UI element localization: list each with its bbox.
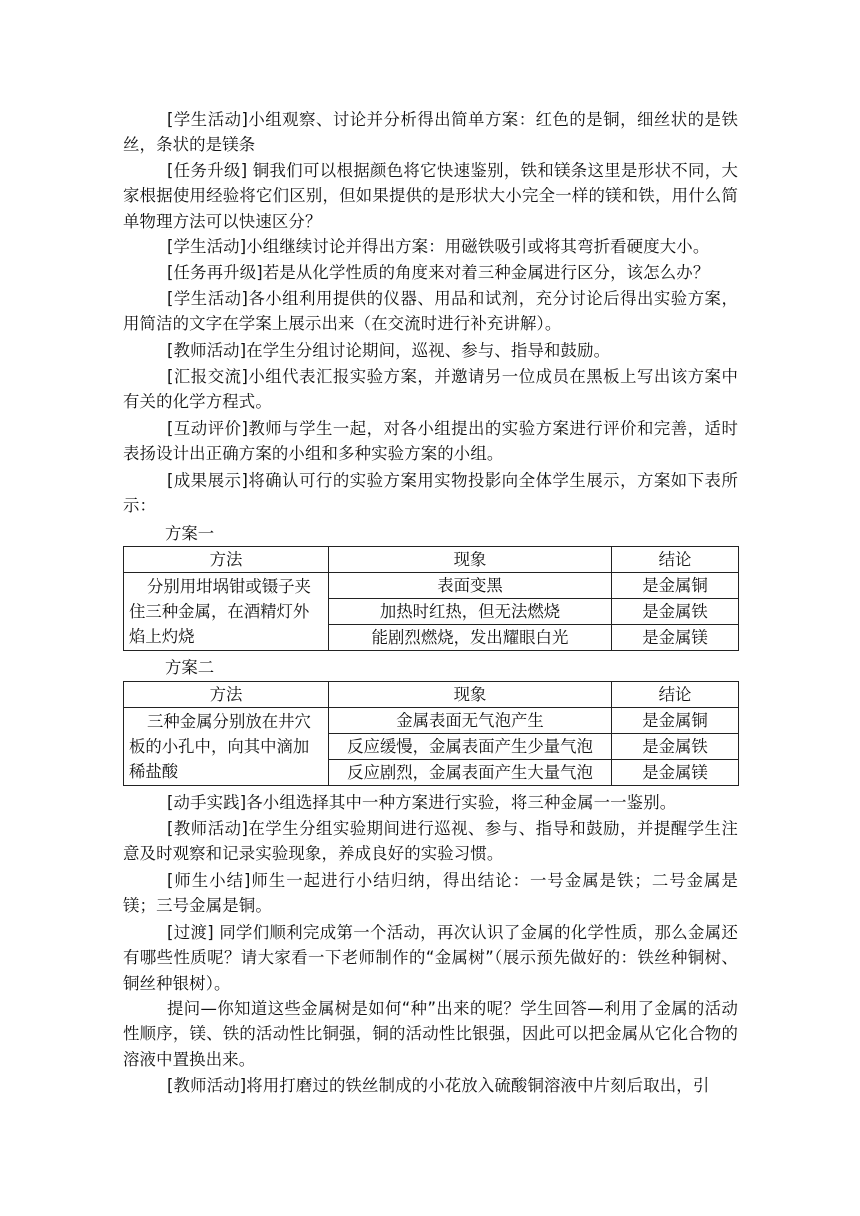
paragraph-student-activity-1: [学生活动]小组观察、讨论并分析得出简单方案：红色的是铜，细丝状的是铁丝，条状的是镁条 <box>123 110 738 155</box>
paragraph-report-exchange: [汇报交流]小组代表汇报实验方案，并邀请另一位成员在黑板上写出该方案中有关的化学方程式。 <box>123 367 738 412</box>
method-cell: 三种金属分别放在井穴板的小孔中，向其中滴加稀盐酸 <box>124 708 329 786</box>
paragraph-student-activity-3: [学生活动]各小组利用提供的仪器、用品和试剂，充分讨论后得出实验方案，用简洁的文字在学案上展示出来（在交流时进行补充讲解）。 <box>123 289 738 334</box>
phenomenon-cell: 反应缓慢，金属表面产生少量气泡 <box>329 734 612 760</box>
header-phenomenon: 现象 <box>329 682 612 708</box>
paragraph-teacher-activity-3: [教师活动]将用打磨过的铁丝制成的小花放入硫酸铜溶液中片刻后取出，引 <box>167 1076 710 1095</box>
table-row <box>124 708 739 734</box>
paragraph-task-reupgrade: [任务再升级]若是从化学性质的角度来对着三种金属进行区分，该怎么办？ <box>167 263 710 282</box>
phenomenon-cell: 加热时红热，但无法燃烧 <box>329 599 612 625</box>
table-header-row <box>124 682 739 708</box>
conclusion-cell: 是金属铜 <box>612 708 739 734</box>
scheme1-label: 方案一 <box>165 524 215 543</box>
header-phenomenon: 现象 <box>329 547 612 573</box>
paragraph-transition: [过渡] 同学们顺利完成第一个活动，再次认识了金属的化学性质，那么金属还有哪些性质呢？请大家看一下老师制作的“金属树”（展示预先做好的：铁丝种铜树、铜丝种银树）。 <box>123 923 738 993</box>
header-method: 方法 <box>124 547 329 573</box>
table-row <box>124 573 739 599</box>
paragraph-teacher-activity-2: [教师活动]在学生分组实验期间进行巡视、参与、指导和鼓励，并提醒学生注意及时观察和记录实验现象，养成良好的实验习惯。 <box>123 819 738 864</box>
conclusion-cell: 是金属镁 <box>612 625 739 651</box>
method-cell: 分别用坩埚钳或镊子夹住三种金属，在酒精灯外焰上灼烧 <box>124 573 329 651</box>
paragraph-task-upgrade: [任务升级] 铜我们可以根据颜色将它快速鉴别，铁和镁条这里是形状不同，大家根据使用经验将它们区别，但如果提供的是形状大小完全一样的镁和铁，用什么简单物理方法可以快速区分？ <box>123 161 738 231</box>
header-conclusion: 结论 <box>612 682 739 708</box>
scheme2-table <box>123 681 739 786</box>
conclusion-cell: 是金属铁 <box>612 599 739 625</box>
paragraph-teacher-activity-1: [教师活动]在学生分组讨论期间，巡视、参与、指导和鼓励。 <box>167 341 611 360</box>
scheme1-table <box>123 546 739 651</box>
phenomenon-cell: 能剧烈燃烧，发出耀眼白光 <box>329 625 612 651</box>
header-conclusion: 结论 <box>612 547 739 573</box>
conclusion-cell: 是金属铜 <box>612 573 739 599</box>
table-header-row <box>124 547 739 573</box>
phenomenon-cell: 表面变黑 <box>329 573 612 599</box>
scheme2-label: 方案二 <box>165 658 215 677</box>
paragraph-results-display: [成果展示]将确认可行的实验方案用实物投影向全体学生展示，方案如下表所示： <box>123 471 738 516</box>
conclusion-cell: 是金属铁 <box>612 734 739 760</box>
header-method: 方法 <box>124 682 329 708</box>
paragraph-interactive-evaluation: [互动评价]教师与学生一起，对各小组提出的实验方案进行评价和完善，适时表扬设计出正确方案的小组和多种实验方案的小组。 <box>123 419 738 464</box>
paragraph-hands-on: [动手实践]各小组选择其中一种方案进行实验，将三种金属一一鉴别。 <box>167 793 677 812</box>
paragraph-question: 提问—你知道这些金属树是如何“种”出来的呢？学生回答—利用了金属的活动性顺序，镁、铁的活动性比铜强，铜的活动性比银强，因此可以把金属从它化合物的溶液中置换出来。 <box>123 999 738 1069</box>
phenomenon-cell: 反应剧烈，金属表面产生大量气泡 <box>329 760 612 786</box>
conclusion-cell: 是金属镁 <box>612 760 739 786</box>
paragraph-summary: [师生小结]师生一起进行小结归纳，得出结论：一号金属是铁；二号金属是镁；三号金属是铜。 <box>123 871 738 916</box>
paragraph-student-activity-2: [学生活动]小组继续讨论并得出方案：用磁铁吸引或将其弯折看硬度大小。 <box>167 237 710 256</box>
phenomenon-cell: 金属表面无气泡产生 <box>329 708 612 734</box>
